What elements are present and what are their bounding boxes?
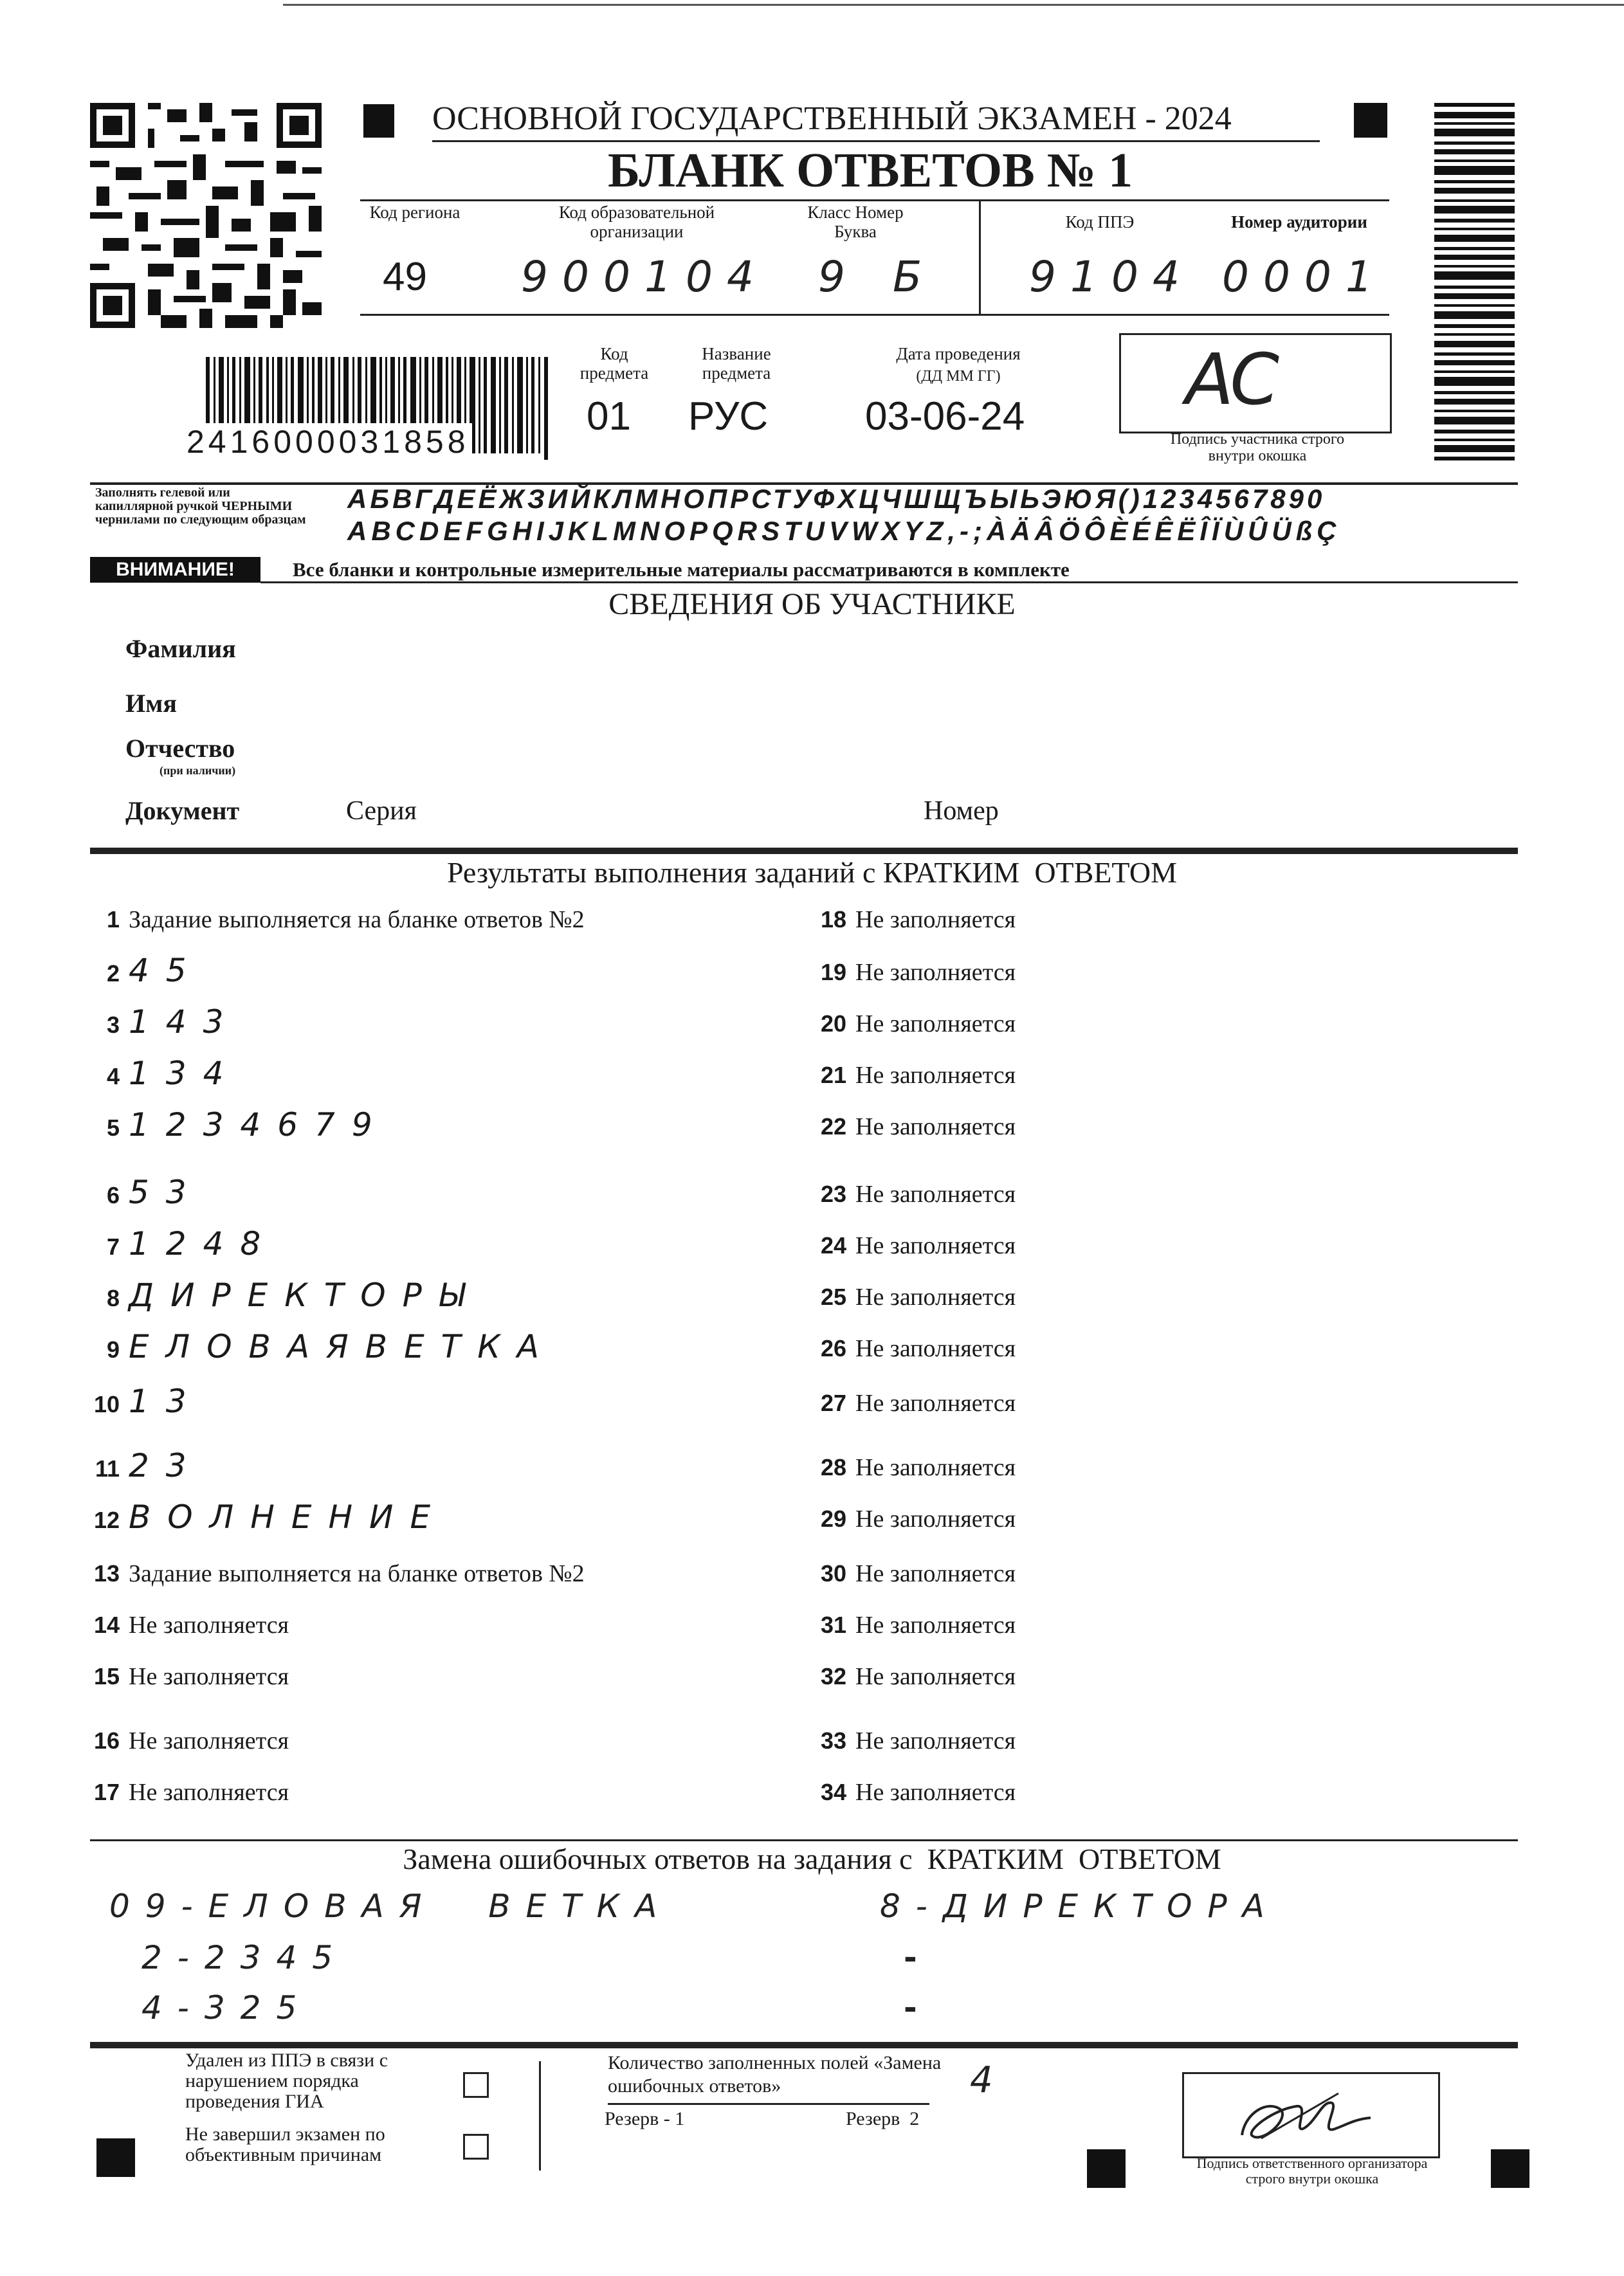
result-row: [817, 1727, 1016, 1755]
task-number: 7: [106, 1234, 120, 1260]
answer-note: Не заполняется: [855, 959, 1016, 986]
marker-square-bottom-left: [96, 2138, 135, 2177]
marker-square-top-right: [1354, 103, 1387, 138]
subject-code-value: 01: [587, 394, 631, 439]
series-label[interactable]: Серия: [346, 796, 417, 826]
count-underline: [608, 2103, 929, 2105]
subject-code-label: Код предмета: [579, 344, 649, 383]
task-number: 34: [820, 1779, 846, 1805]
answer-note: Не заполняется: [855, 1506, 1016, 1533]
answer-note: Не заполняется: [855, 1062, 1016, 1089]
answer-field[interactable]: 1248: [129, 1225, 278, 1262]
task-number: 6: [106, 1182, 120, 1208]
room-label: Номер аудитории: [1231, 212, 1367, 232]
result-row: [90, 1055, 240, 1092]
task-number: 28: [820, 1454, 846, 1480]
answer-note: Не заполняется: [855, 1727, 1016, 1754]
number-label[interactable]: Номер: [924, 796, 999, 826]
result-row: [817, 1113, 1016, 1141]
task-number: 33: [820, 1727, 846, 1754]
task-number: 31: [820, 1612, 846, 1638]
result-row: [90, 1277, 482, 1314]
date-format-label: (ДД ММ ГГ): [916, 368, 1001, 385]
result-row: [817, 1560, 1016, 1588]
task-number: 17: [93, 1779, 120, 1805]
replacement-bottom-line: [90, 2042, 1518, 2048]
task-number: 24: [820, 1232, 846, 1259]
replacement-entry[interactable]: 2-2345: [141, 1939, 349, 1976]
task-number: 9: [106, 1336, 120, 1363]
replacement-section-title: Замена ошибочных ответов на задания с КРАТКИМ ОТВЕТОМ: [403, 1843, 1221, 1875]
reserve2-label: Резерв 2: [846, 2108, 920, 2129]
codes-divider: [979, 199, 981, 315]
answer-field[interactable]: 143: [129, 1003, 241, 1041]
result-row: [90, 906, 585, 934]
task-number: 10: [93, 1391, 120, 1417]
task-number: 22: [820, 1113, 846, 1140]
document-label: Документ: [125, 796, 240, 825]
patronymic-label[interactable]: Отчество: [125, 734, 235, 763]
task-number: 18: [820, 906, 846, 933]
subject-name-label: Название предмета: [702, 344, 771, 383]
task-number: 14: [93, 1612, 120, 1638]
answer-field[interactable]: ВОЛНЕНИЕ: [129, 1498, 448, 1536]
result-row: [817, 1778, 1016, 1807]
result-row: [90, 1778, 289, 1807]
task-number: 12: [93, 1507, 120, 1533]
task-number: 21: [820, 1062, 846, 1088]
result-row: [817, 1010, 1016, 1038]
sample-latin: ABCDEFGHIJKLMNOPQRSTUVWXYZ,-;ÀÄÂÖÔÈÉÊËÎÏÙÛÜßÇ: [347, 516, 1341, 546]
not-finished-label: Не завершил экзамен по объективным причинам: [185, 2124, 385, 2165]
task-number: 23: [820, 1181, 846, 1207]
result-row: [90, 1611, 289, 1639]
task-number: 5: [106, 1115, 120, 1141]
task-number: 16: [93, 1727, 120, 1754]
answer-note: Не заполняется: [855, 1335, 1016, 1362]
answer-note: Не заполняется: [855, 1612, 1016, 1639]
result-row: [90, 1003, 240, 1041]
answer-note: Не заполняется: [855, 1390, 1016, 1417]
task-number: 11: [95, 1455, 120, 1482]
result-row: [817, 1334, 1016, 1363]
task-number: 19: [820, 959, 846, 985]
answer-note: Не заполняется: [855, 1779, 1016, 1806]
codes-bottom-line: [360, 314, 1389, 316]
signature-caption: Подпись участника строго внутри окошка: [1170, 431, 1345, 464]
removed-checkbox[interactable]: [463, 2072, 489, 2098]
organizer-signature: [1184, 2074, 1438, 2156]
patronymic-note: (при наличии): [160, 764, 236, 777]
replacement-entry[interactable]: 4-325: [141, 1989, 313, 2026]
scan-edge-line: [283, 4, 1624, 6]
attention-badge: ВНИМАНИЕ!: [90, 557, 260, 583]
answer-note: Не заполняется: [129, 1612, 289, 1639]
date-label: Дата проведения: [896, 344, 1021, 363]
task-number: 4: [106, 1063, 120, 1089]
result-row: [817, 1389, 1016, 1417]
result-row: [90, 1727, 289, 1755]
header-divider: [360, 199, 1389, 201]
task-number: 13: [93, 1560, 120, 1587]
result-row: [817, 906, 1016, 934]
result-row: [817, 1180, 1016, 1208]
task-number: 3: [106, 1012, 120, 1038]
participant-bottom-line: [90, 848, 1518, 854]
answer-note: Задание выполняется на бланке ответов №2: [129, 906, 585, 933]
class-label: Класс Номер Буква: [807, 203, 904, 241]
answer-field[interactable]: 23: [129, 1447, 203, 1484]
attention-line: [260, 581, 1518, 583]
result-row: [90, 952, 203, 989]
participant-section-title: СВЕДЕНИЯ ОБ УЧАСТНИКЕ: [608, 587, 1016, 621]
answer-note: Не заполняется: [855, 1181, 1016, 1208]
org-value: 900104: [521, 252, 768, 302]
task-number: 26: [820, 1335, 846, 1361]
footer-divider: [539, 2061, 541, 2171]
task-number: 8: [106, 1285, 120, 1311]
reserve1-label: Резерв - 1: [605, 2108, 685, 2129]
not-finished-checkbox[interactable]: [463, 2134, 489, 2160]
sample-cyrillic: АБВГДЕЁЖЗИЙКЛМНОПРСТУФХЦЧШЩЪЫЬЭЮЯ()1234567890: [347, 484, 1326, 514]
task-number: 27: [820, 1390, 846, 1416]
answer-note: Не заполняется: [855, 1560, 1016, 1587]
result-row: [90, 1662, 289, 1691]
answer-note: Не заполняется: [855, 1113, 1016, 1140]
qr-code: [90, 103, 322, 328]
answer-note: Не заполняется: [855, 1663, 1016, 1690]
answer-field[interactable]: 13: [129, 1383, 203, 1420]
date-value: 03-06-24: [865, 394, 1025, 439]
answer-field[interactable]: 134: [129, 1055, 241, 1092]
result-row: [90, 1498, 447, 1536]
subject-name-value: РУС: [688, 394, 769, 439]
exam-title: ОСНОВНОЙ ГОСУДАРСТВЕННЫЙ ЭКЗАМЕН - 2024: [432, 100, 1232, 137]
region-value: 49: [383, 255, 427, 299]
participant-signature-box[interactable]: [1119, 333, 1392, 433]
result-row: [90, 1174, 203, 1211]
task-number: 30: [820, 1560, 846, 1587]
result-row: [90, 1383, 203, 1420]
task-number: 20: [820, 1010, 846, 1037]
task-number: 1: [106, 906, 120, 933]
surname-label[interactable]: Фамилия: [125, 634, 236, 663]
answer-note: Не заполняется: [855, 1232, 1016, 1259]
answer-note: Не заполняется: [855, 1284, 1016, 1311]
result-row: [817, 1061, 1016, 1089]
marker-square-bottom-right: [1491, 2149, 1529, 2188]
result-row: [817, 1283, 1016, 1311]
replacement-top-line: [90, 1839, 1518, 1841]
removed-label: Удален из ППЭ в связи с нарушением порядка проведения ГИА: [185, 2050, 388, 2112]
task-number: 15: [93, 1663, 120, 1689]
result-row: [90, 1447, 203, 1484]
ppe-value: 9104: [1029, 252, 1194, 302]
participant-signature: АС: [1185, 338, 1276, 421]
side-barcode: [1434, 103, 1515, 463]
task-number: 32: [820, 1663, 846, 1689]
answer-field[interactable]: 1234679: [129, 1106, 389, 1143]
count-value: 4: [970, 2059, 1007, 2101]
task-number: 29: [820, 1506, 846, 1532]
room-value: 0001: [1222, 252, 1387, 302]
answer-field[interactable]: ЕЛОВАЯВЕТКА: [129, 1328, 556, 1365]
title-underline: [432, 140, 1320, 142]
barcode-number: 2416000031858: [184, 423, 472, 460]
answer-note: Не заполняется: [129, 1779, 289, 1806]
region-label: Код региона: [369, 203, 461, 222]
ppe-label: Код ППЭ: [1065, 212, 1135, 232]
task-number: 2: [106, 960, 120, 987]
replacement-entry[interactable]: 09-ЕЛОВАЯ ВЕТКА: [109, 1888, 673, 1925]
marker-square-bottom-center: [1087, 2149, 1126, 2188]
organizer-caption: Подпись ответственного организатора строго внутри окошка: [1196, 2155, 1428, 2187]
organizer-signature-box[interactable]: [1182, 2072, 1440, 2158]
result-row: [817, 958, 1016, 987]
answer-note: Не заполняется: [855, 906, 1016, 933]
result-row: [90, 1328, 556, 1365]
answer-note: Не заполняется: [855, 1454, 1016, 1481]
answer-field[interactable]: 45: [129, 952, 203, 989]
class-number-value: 9: [818, 252, 859, 302]
result-row: [90, 1225, 277, 1262]
results-section-title: Результаты выполнения заданий с КРАТКИМ ОТВЕТОМ: [446, 856, 1178, 889]
answer-note: Не заполняется: [129, 1727, 289, 1754]
marker-square-top-left: [363, 104, 394, 138]
task-number: 25: [820, 1284, 846, 1310]
result-row: [817, 1662, 1016, 1691]
class-letter-value: Б: [893, 252, 936, 302]
answer-field[interactable]: ДИРЕКТОРЫ: [129, 1277, 482, 1314]
result-row: [90, 1106, 389, 1143]
answer-note: Не заполняется: [129, 1663, 289, 1690]
replacement-entry[interactable]: -: [904, 1939, 933, 1976]
count-label: Количество заполненных полей «Замена ошибочных ответов»: [608, 2052, 942, 2097]
result-row: [817, 1232, 1016, 1260]
answer-note: Задание выполняется на бланке ответов №2: [129, 1560, 585, 1587]
attention-text: Все бланки и контрольные измерительные материалы рассматриваются в комплекте: [293, 558, 1070, 581]
result-row: [817, 1505, 1016, 1533]
answer-field[interactable]: 53: [129, 1174, 203, 1211]
result-row: [817, 1611, 1016, 1639]
answer-note: Не заполняется: [855, 1010, 1016, 1037]
fill-instruction: Заполнять гелевой или капиллярной ручкой ЧЕРНЫМИ чернилами по следующим образцам: [95, 486, 306, 527]
name-label[interactable]: Имя: [125, 689, 177, 718]
form-title: БЛАНК ОТВЕТОВ № 1: [608, 143, 1133, 197]
result-row: [817, 1453, 1016, 1482]
replacement-entry[interactable]: -: [904, 1989, 933, 2026]
result-row: [90, 1560, 585, 1588]
org-label: Код образовательной организации: [558, 203, 715, 241]
replacement-entry[interactable]: 8-ДИРЕКТОРА: [880, 1888, 1280, 1925]
